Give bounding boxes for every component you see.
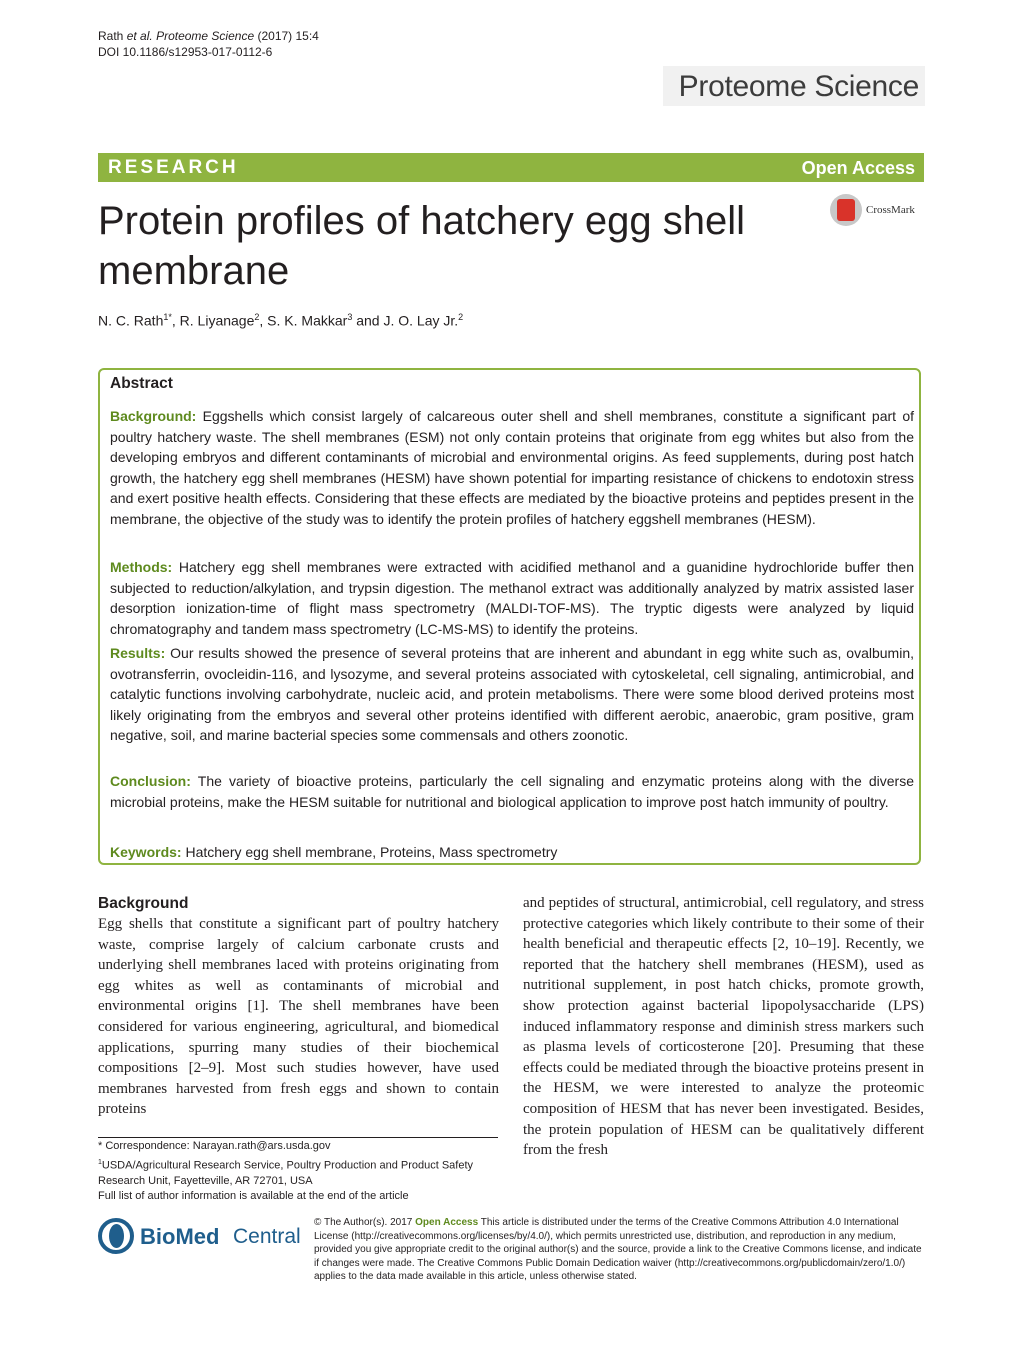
citation: Rath et al. Proteome Science (2017) 15:4 DOI 10.1186/s12953-017-0112-6 (98, 29, 319, 59)
doi[interactable]: DOI 10.1186/s12953-017-0112-6 (98, 45, 273, 59)
author-list: N. C. Rath$^{1*}$, R. Liyanage$^2$, S. K. Makkar$^3$ and J. O. Lay Jr.$^2$ (98, 312, 464, 329)
section-heading-background: Background (98, 895, 189, 912)
article-type-banner (98, 153, 924, 182)
abstract-keywords: Keywords: Hatchery egg shell membrane, Proteins, Mass spectrometry (110, 844, 558, 860)
page-title: Protein profiles of hatchery egg shell membrane (98, 199, 746, 293)
body-column-right: and peptides of structural, antimicrobial, cell regulatory, and stress protective categories which likely contribute to their some of their health beneficial and therapeutic effects [2, 10–19]. Recently, we reported that the hatchery shell membranes (HESM), used as nutritional supplement, in post hatch chicks, promote growth, show protection against bacterial lipopolysaccharide (LPS) induced inflammatory response and diminish stress markers such as plasma levels of corticosterone [20]. Presuming that these effects could be mediated through the bioactive proteins present in the HESM, we were interested to analyze the proteomic composition of HESM that has never been investigated. Besides, the protein population of HESM can be qualitatively different from the fresh (523, 895, 924, 1159)
abstract-methods: Methods: Hatchery egg shell membranes were extracted with acidified methanol and a guanidine hydrochloride buffer then subjected to reduction/alkylation, and trypsin digestion. The methanol extract was additionally analyzed by matrix assisted laser desorption ionization-time of flight mass spectrometry (MALDI-TOF-MS). The tryptic digests were analyzed by liquid chromatography and tandem mass spectrometry (LC-MS-MS) to identify the proteins. (110, 559, 914, 637)
affiliation: $^1$USDA/Agricultural Research Service, Poultry Production and Product Safety Research Unit, Fayetteville, AR 72701, USA (98, 1158, 474, 1187)
abstract-background: Background: Eggshells which consist largely of calcareous outer shell and shell membranes, constitute a significant part of poultry hatchery waste. The shell membranes (ESM) not only contain proteins that originate from egg whites but also from the developing embryos and different contaminants of microbial and environmental origins. As feed supplements, during post hatch growth, the hatchery egg shell membranes (HESM) have shown potential for imparting resistance of chickens to endotoxin stress and exert positive health effects. Considering that these effects are mediated by the bioactive proteins and peptides present in the membrane, the objective of the study was to identify the protein profiles of hatchery eggshell membranes (HESM). (110, 408, 914, 527)
abstract-results: Results: Our results showed the presence of several proteins that are inherent and abundant in egg white such as, ovalbumin, ovotransferrin, ovocleidin-116, and lysozyme, and several proteins associated with cytoskeletal, cell signaling, antimicrobial, and catalytic functions involving carbohydrate, nucleic acid, and protein metabolisms. There were some blood derived proteins most likely originating from the embryos and several other proteins identified with different aerobic, anaerobic, gram positive, gram negative, soil, and marine bacterial species some commensals and others zoonotic. (110, 645, 914, 744)
article-type-label: RESEARCH (108, 157, 239, 178)
abstract-conclusion: Conclusion: The variety of bioactive proteins, particularly the cell signaling and enzymatic proteins along with the diverse microbial proteins, make the HESM suitable for nutritional and biological application to improve post hatch immunity of poultry. (110, 773, 914, 810)
correspondence: * Correspondence: Narayan.rath@ars.usda.gov (98, 1140, 331, 1152)
author-info-note: Full list of author information is available at the end of the article (98, 1190, 409, 1203)
body-column-left: Egg shells that constitute a significant part of poultry hatchery waste, comprise largely of calcium carbonate crusts and underlying shell membranes laced with proteins originating from egg whites as well as contaminants of microbial and environmental origins [1]. The shell membranes have been considered for various engineering, agricultural, and biomedical applications, spurring many studies of their biochemical compositions [2–9]. Most such studies however, have used membranes harvested from fresh eggs and shown to contain proteins (98, 916, 499, 1118)
footnote-divider (98, 1137, 498, 1138)
footnotes (98, 1139, 518, 1205)
publisher-logo: BioMed Central (98, 1218, 298, 1258)
open-access-label: Open Access (801, 158, 915, 178)
abstract-heading: Abstract (110, 375, 173, 392)
license-statement: © The Author(s). 2017 Open Access This article is distributed under the terms of the Creative Commons Attribution 4.0 International License (http://creativecommons.org/licenses/by/4.0/), which permits unrestricted use, distribution, and reproduction in any medium, provided you give appropriate credit to the original author(s) and the source, provide a link to the Creative Commons license, and indicate if changes were made. The Creative Commons Public Domain Dedication waiver (http://creativecommons.org/publicdomain/zero/1.0/) applies to the data made available in this article, unless otherwise stated. (314, 1217, 922, 1283)
crossmark-badge[interactable]: CrossMark (830, 194, 926, 226)
journal-logo: Proteome Science (663, 66, 925, 106)
